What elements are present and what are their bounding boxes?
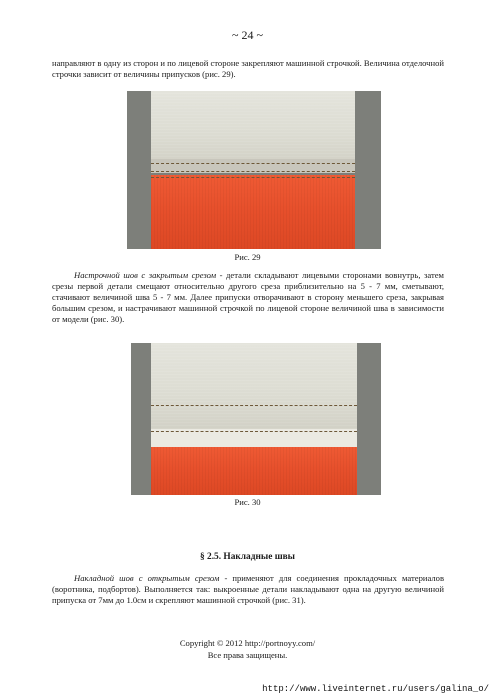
fabric-white-panel — [151, 91, 355, 163]
paragraph-lap-seam-text: - применяют для соединения прокладочных материалов (воротника, подбортов). Выполняется так: выкроенные детали накладывают одна на другую величиной припуска от 7мм до 1.0см и скрепляют машинной строчкой (рис. 31). — [52, 573, 444, 605]
stitch-line — [151, 171, 355, 172]
stitch-line — [151, 163, 355, 164]
stitch-line — [151, 405, 357, 406]
figure-29-caption: Рис. 29 — [234, 252, 261, 262]
figure-30-caption: Рис. 30 — [234, 497, 261, 507]
term-open-cut-seam: Накладной шов с открытым срезом — [74, 573, 220, 583]
figure-29-photo — [127, 91, 381, 249]
paragraph-overlock-seam-text: - детали складывают лицевыми сторонами вовнутрь, затем срезы первой детали смещают относительно другого среза приблизительно на 5 - 7 мм, сметывают, стачивают величиной шва 5 - 7 мм. Далее припуски отворачивают в сторону меньшего среза, закрывая большим срезом, и настрачивают машинной строчкой по лицевой стороне величиной шва в зависимости от модели (рис. 30). — [52, 270, 444, 324]
fabric-red-panel — [151, 175, 355, 249]
footer-copyright: Copyright © 2012 http://portnoyy.com/ — [179, 638, 316, 648]
figure-30-photo — [131, 343, 381, 495]
stitch-line — [151, 431, 357, 432]
paragraph-overlock-seam — [52, 270, 444, 325]
watermark-url: http://www.liveinternet.ru/users/galina_o/ — [262, 684, 489, 694]
section-title: § 2.5. Накладные швы — [199, 552, 296, 562]
paragraph-intro-text: направляют в одну из сторон и по лицевой стороне закрепляют машинной строчкой. Величина отделочной строчки зависит от величины припусков (рис. 29). — [52, 58, 444, 79]
page-number: ~ 24 ~ — [232, 28, 263, 42]
stitch-line — [151, 177, 355, 178]
footer-rights: Все права защищены. — [207, 650, 288, 660]
fabric-white-panel — [151, 343, 357, 429]
fabric-red-panel — [151, 447, 357, 495]
paragraph-lap-seam — [52, 573, 444, 606]
paragraph-intro — [52, 58, 444, 80]
term-closed-cut-seam: Настрочной шов с закрытым срезом — [74, 270, 217, 280]
